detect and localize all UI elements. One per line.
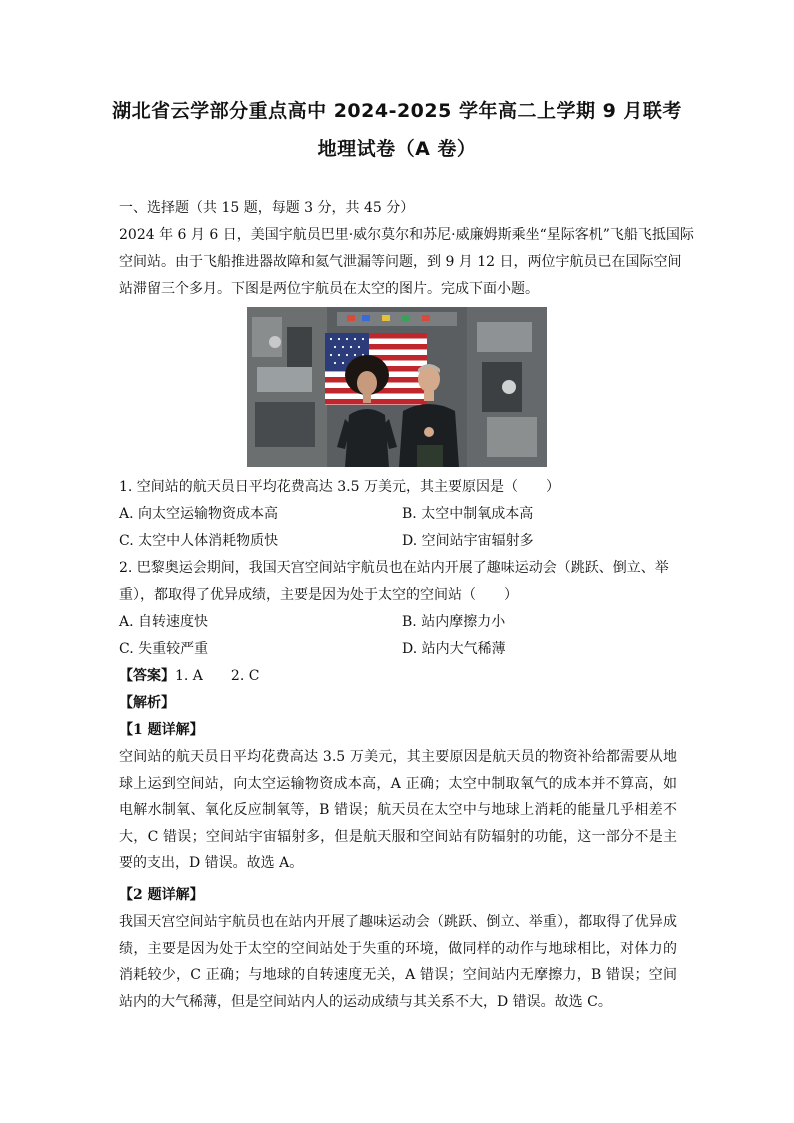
answer-line [119,666,259,686]
passage-line: 空间站。由于飞船推进器故障和氦气泄漏等问题，到 9 月 12 日，两位宇航员已在国际空间 [119,254,682,270]
question-2-option-c: C. 失重较严重 [119,641,209,657]
analysis-q2-label: 【2 题详解】 [119,887,204,903]
question-2-option-a: A. 自转速度快 [119,614,209,630]
analysis-q1-text: 空间站的航天员日平均花费高达 3.5 万美元，其主要原因是航天员的物资补给都需要从地球上运到空间站，向太空运输物资成本高，A 正确；太空中制取氧气的成本并不算高，如电解水制氧、氧化反应制氧等，B 错误；航天员在太空中与地球上消耗的能量几乎相差不大，C 错误；空间站宇宙辐射多，但是航天服和空间站有防辐射的功能，这一部分不是主要的支出，D 错误。故选 A。 [119,749,677,871]
question-1-option-d: D. 空间站宇宙辐射多 [402,533,534,549]
question-2-option-d: D. 站内大气稀薄 [402,641,506,657]
analysis-label: 【解析】 [119,695,175,711]
analysis-q1-label: 【1 题详解】 [119,722,204,738]
answer-label: 【答案】 [119,668,175,684]
question-1-option-c: C. 太空中人体消耗物质快 [119,533,279,549]
analysis-q2-text: 我国天宫空间站宇航员也在站内开展了趣味运动会（跳跃、倒立、举重），都取得了优异成绩，主要是因为处于太空的空间站处于失重的环境，做同样的动作与地球相比，对体力的消耗较少，C 正确；与地球的自转速度无关，A 错误；空间站内无摩擦力，B 错误；空间站内的大气稀薄，但是空间站内人的运动成绩与其关系不大，D 错误。故选 C。 [119,914,677,1010]
section-heading: 一、选择题（共 15 题，每题 3 分，共 45 分） [119,200,415,216]
exam-title-line1: 湖北省云学部分重点高中 2024-2025 学年高二上学期 9 月联考 [112,100,682,122]
passage-line: 站滞留三个多月。下图是两位宇航员在太空的图片。完成下面小题。 [119,281,539,297]
exam-title-line2: 地理试卷（A 卷） [317,138,477,160]
question-1-option-a: A. 向太空运输物资成本高 [119,506,279,522]
question-1-option-b: B. 太空中制氧成本高 [402,506,534,522]
answer-text: 1. A 2. C [175,668,260,684]
astronauts-photo [247,307,547,467]
question-1-stem: 1. 空间站的航天员日平均花费高达 3.5 万美元，其主要原因是（ ） [119,479,560,495]
question-2-option-b: B. 站内摩擦力小 [402,614,506,630]
passage-line: 2024 年 6 月 6 日，美国宇航员巴里·威尔莫尔和苏尼·威廉姆斯乘坐“星际客机”飞船飞抵国际 [119,227,694,243]
astronauts-photo-illustration [247,307,547,467]
question-2-stem-line2: 重），都取得了优异成绩，主要是因为处于太空的空间站（ ） [119,587,518,603]
question-2-stem-line1: 2. 巴黎奥运会期间，我国天宫空间站宇航员也在站内开展了趣味运动会（跳跃、倒立、举 [119,560,669,576]
